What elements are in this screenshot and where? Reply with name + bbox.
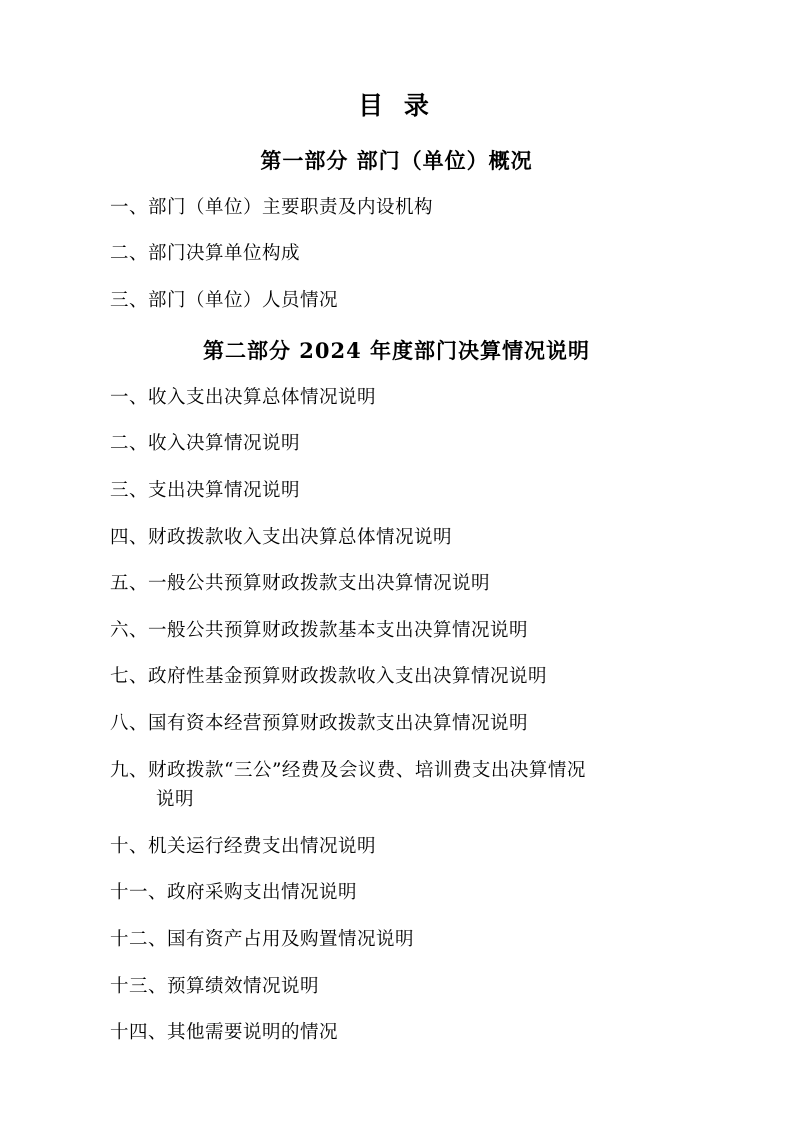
toc-entry: 五、一般公共预算财政拨款支出决算情况说明 [110, 573, 491, 595]
toc-entry: 十、机关运行经费支出情况说明 [110, 835, 377, 857]
toc-entry: 三、部门（单位）人员情况 [110, 289, 339, 311]
toc-entry: 十二、国有资产占用及购置情况说明 [110, 928, 415, 950]
toc-entry: 十三、预算绩效情况说明 [110, 975, 320, 997]
toc-entry-line1: 九、财政拨款“三公”经费及会议费、培训费支出决算情况 [110, 759, 586, 781]
toc-entry: 四、财政拨款收入支出决算总体情况说明 [110, 526, 453, 548]
toc-entry-wrapped [108, 756, 685, 815]
toc-entry: 七、政府性基金预算财政拨款收入支出决算情况说明 [110, 666, 548, 688]
toc-entry: 六、一般公共预算财政拨款基本支出决算情况说明 [110, 619, 529, 641]
page-title: 目 录 [358, 91, 435, 120]
toc-entry: 二、部门决算单位构成 [110, 243, 301, 265]
section-heading-part-two: 第二部分 2024 年度部门决算情况说明 [202, 338, 591, 364]
toc-entry: 二、收入决算情况说明 [110, 433, 301, 455]
toc-entry: 八、国有资本经营预算财政拨款支出决算情况说明 [110, 712, 529, 734]
toc-entry-line2: 说明 [156, 789, 195, 811]
toc-entry: 十四、其他需要说明的情况 [110, 1022, 339, 1044]
toc-entry: 一、收入支出决算总体情况说明 [110, 386, 377, 408]
toc-entry: 十一、政府采购支出情况说明 [110, 882, 358, 904]
section-heading-part-one: 第一部分 部门（单位）概况 [260, 148, 533, 173]
toc-entry: 三、支出决算情况说明 [110, 479, 301, 501]
toc-entry: 一、部门（单位）主要职责及内设机构 [110, 196, 434, 218]
